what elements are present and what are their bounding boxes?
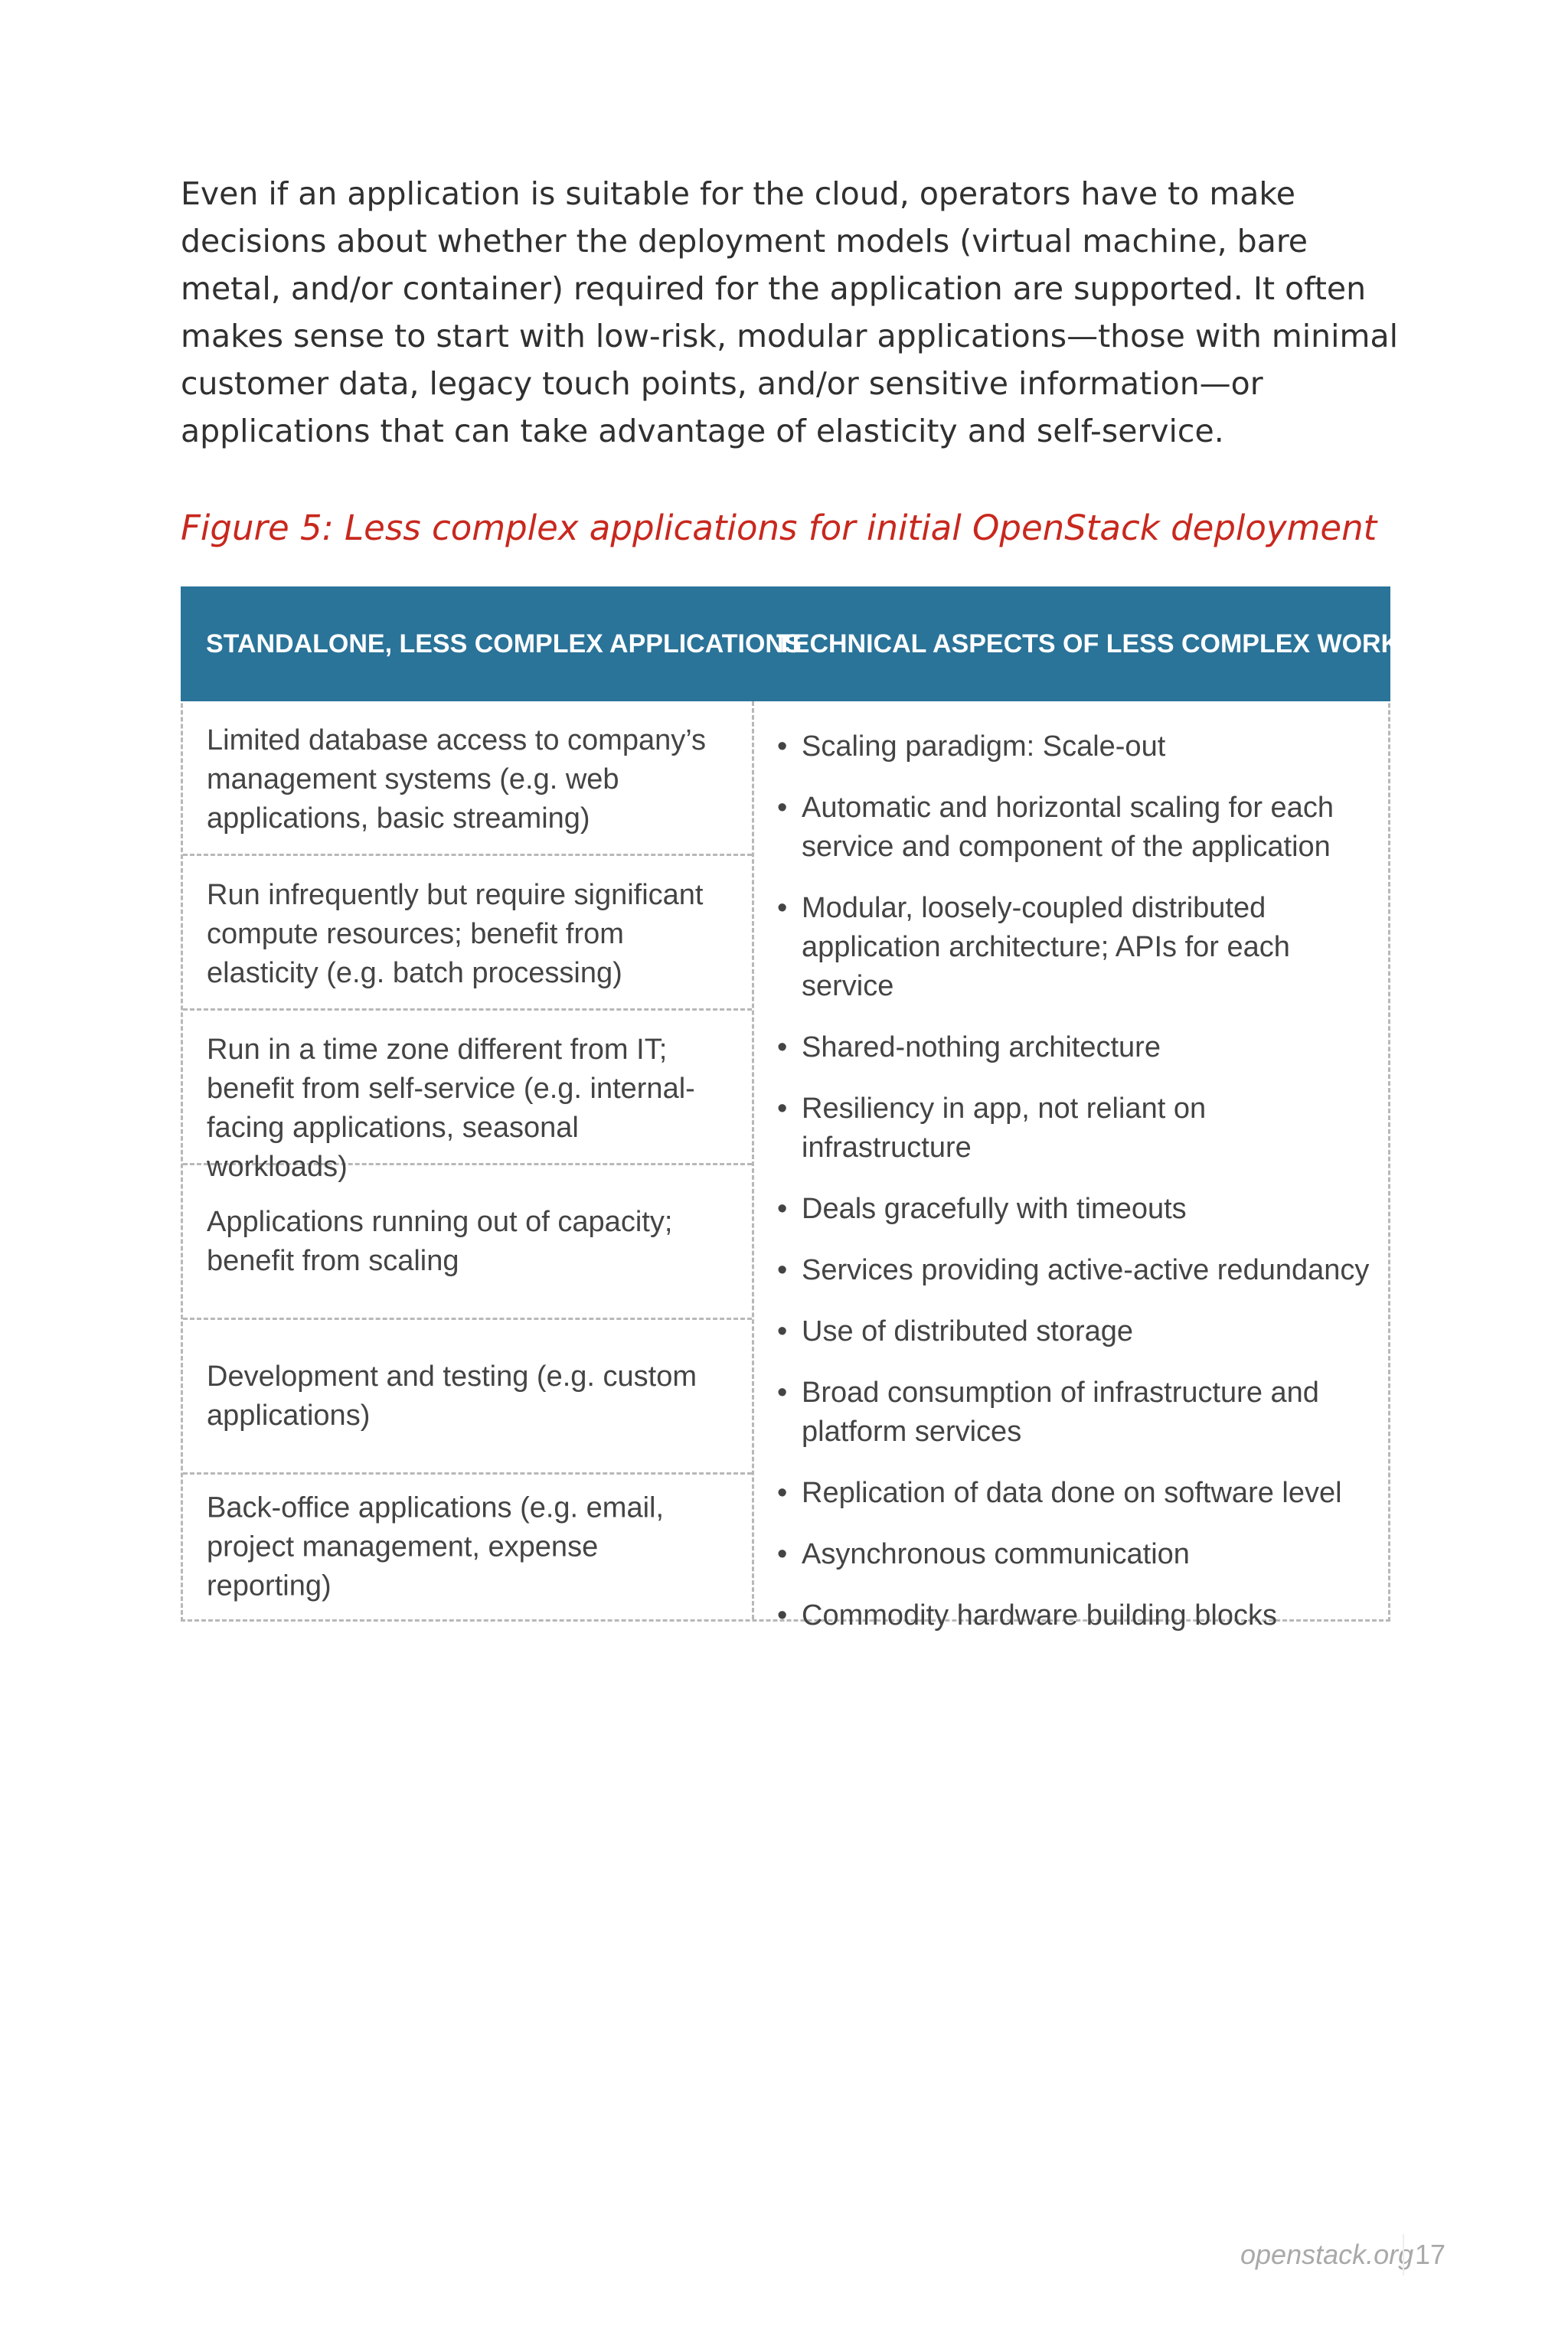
cell-text: Back-office applications (e.g. email, project management, expense reporting) <box>207 1491 665 1602</box>
list-item-text: Modular, loosely-coupled distributed application architecture; APIs for each service <box>802 892 1290 1002</box>
list-item <box>777 1089 1382 1168</box>
bullet-icon: • <box>777 892 788 924</box>
list-item <box>777 1312 1382 1351</box>
list-item <box>777 1028 1382 1067</box>
figure-caption: Figure 5: Less complex applications for initial OpenStack deployment <box>181 508 1377 548</box>
intro-paragraph: Even if an application is suitable for the cloud, operators have to make decisions about whether the deployment models (virtual machine, bare metal, and/or container) required for the application are supported. It often makes sense to start with low-risk, modular applications—those with minimal customer data, legacy touch points, and/or sensitive information—or applications that can take advantage of elasticity and self-service. <box>181 175 1399 449</box>
list-item <box>777 727 1382 766</box>
bullet-icon: • <box>777 1031 788 1063</box>
list-item <box>777 1190 1382 1229</box>
table-cell <box>183 1320 752 1475</box>
list-item-text: Automatic and horizontal scaling for each service and component of the application <box>802 792 1334 863</box>
bullet-icon: • <box>777 1477 788 1509</box>
list-item <box>777 1474 1382 1513</box>
list-item <box>777 1535 1382 1574</box>
bullet-icon: • <box>777 1599 788 1632</box>
list-item-text: Resiliency in app, not reliant on infrastructure <box>802 1093 1207 1164</box>
header-technical-aspects: TECHNICAL ASPECTS OF LESS COMPLEX WORKLOADS <box>776 629 1491 658</box>
list-item-text: Scaling paradigm: Scale-out <box>802 730 1166 763</box>
bullet-icon: • <box>777 792 788 824</box>
cell-text: Development and testing (e.g. custom applications) <box>207 1360 697 1432</box>
list-item-text: Deals gracefully with timeouts <box>802 1193 1187 1225</box>
technical-aspects-list <box>777 727 1382 1658</box>
right-column <box>754 701 1388 1632</box>
bullet-icon: • <box>777 1377 788 1409</box>
table-cell <box>183 1475 752 1619</box>
bullet-icon: • <box>777 1254 788 1286</box>
list-item <box>777 889 1382 1006</box>
bullet-icon: • <box>777 1315 788 1348</box>
footer-divider <box>1403 2234 1404 2275</box>
list-item <box>777 1596 1382 1635</box>
page-number: 17 <box>1415 2239 1446 2270</box>
bullet-icon: • <box>777 1193 788 1225</box>
footer-site-link[interactable]: openstack.org <box>1240 2239 1414 2270</box>
table-cell <box>183 701 752 856</box>
list-item-text: Asynchronous communication <box>802 1538 1190 1570</box>
list-item-text: Use of distributed storage <box>802 1315 1134 1348</box>
cell-text: Run infrequently but require significant compute resources; benefit from elasticity (e.g. batch processing) <box>207 879 704 989</box>
cell-text: Applications running out of capacity; benefit from scaling <box>207 1205 673 1277</box>
table-cell <box>183 1011 752 1183</box>
bullet-icon: • <box>777 1093 788 1125</box>
list-item <box>777 789 1382 867</box>
bullet-icon: • <box>777 730 788 763</box>
table-cell <box>183 1165 752 1320</box>
bullet-icon: • <box>777 1538 788 1570</box>
list-item-text: Services providing active-active redundancy <box>802 1254 1370 1286</box>
list-item <box>777 1374 1382 1452</box>
list-item-text: Broad consumption of infrastructure and platform services <box>802 1377 1319 1448</box>
list-item-text: Replication of data done on software level <box>802 1477 1342 1509</box>
left-column <box>183 701 752 1619</box>
list-item-text: Shared-nothing architecture <box>802 1031 1161 1063</box>
table-cell <box>183 856 752 1011</box>
cell-text: Run in a time zone different from IT; benefit from self-service (e.g. internal-facing applications, seasonal workloads) <box>207 1034 695 1183</box>
applications-table <box>181 586 1491 1632</box>
header-standalone-applications: STANDALONE, LESS COMPLEX APPLICATIONS <box>206 629 802 658</box>
list-item-text: Commodity hardware building blocks <box>802 1599 1277 1632</box>
table-header-row <box>181 586 1491 701</box>
cell-text: Limited database access to company’s management systems (e.g. web applications, basic streaming) <box>207 724 706 835</box>
list-item <box>777 1251 1382 1290</box>
